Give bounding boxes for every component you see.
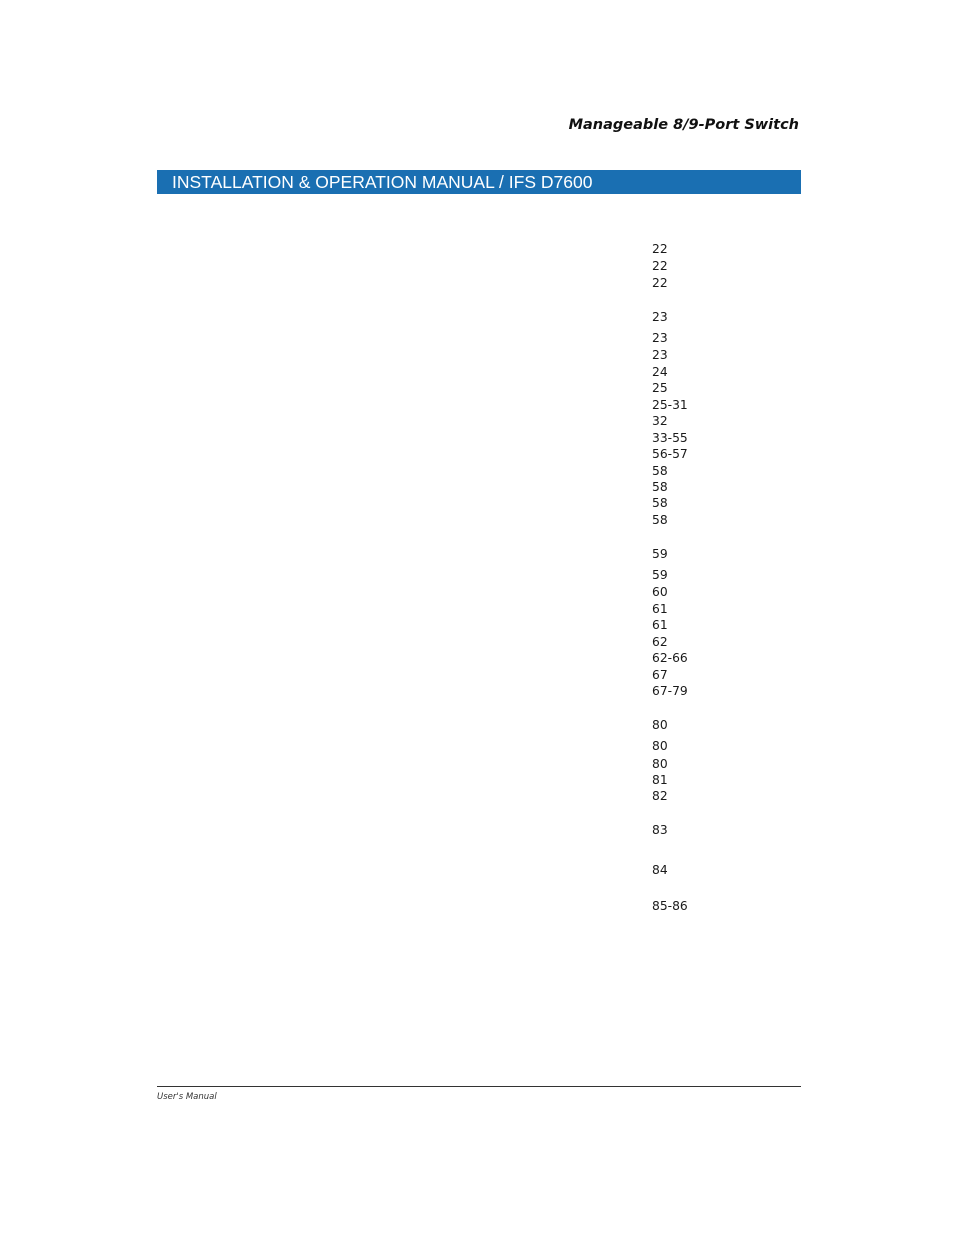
toc-page-number: 59 [652, 568, 668, 582]
toc-page-number: 82 [652, 789, 668, 803]
toc-page-number: 62-66 [652, 651, 688, 665]
toc-page-number: 81 [652, 773, 668, 787]
toc-page-number: 32 [652, 414, 668, 428]
toc-page-number: 23 [652, 331, 668, 345]
toc-page-number: 25-31 [652, 398, 688, 412]
toc-page-number: 80 [652, 718, 668, 732]
toc-page-number: 61 [652, 602, 668, 616]
toc-page-number: 83 [652, 823, 668, 837]
toc-page-number: 85-86 [652, 899, 688, 913]
toc-page-number: 84 [652, 863, 668, 877]
toc-page-number: 22 [652, 259, 668, 273]
toc-page-number: 67-79 [652, 684, 688, 698]
toc-page-number: 58 [652, 480, 668, 494]
toc-page-number: 61 [652, 618, 668, 632]
manual-title: INSTALLATION & OPERATION MANUAL / IFS D7600 [172, 172, 593, 192]
toc-page-number: 80 [652, 757, 668, 771]
footer-label: User's Manual [157, 1092, 217, 1102]
toc-page-number: 24 [652, 365, 668, 379]
toc-page-number: 22 [652, 276, 668, 290]
toc-page-number: 62 [652, 635, 668, 649]
toc-page-number: 60 [652, 585, 668, 599]
toc-page-number: 58 [652, 496, 668, 510]
toc-page-number: 25 [652, 381, 668, 395]
toc-page-number: 67 [652, 668, 668, 682]
toc-page-number: 23 [652, 348, 668, 362]
document-subtitle: Manageable 8/9-Port Switch [568, 117, 799, 133]
toc-page-number: 58 [652, 513, 668, 527]
footer-divider [157, 1086, 801, 1087]
toc-page-number: 58 [652, 464, 668, 478]
toc-page-number: 23 [652, 310, 668, 324]
toc-page-number: 59 [652, 547, 668, 561]
toc-page-number: 56-57 [652, 447, 688, 461]
toc-page-number: 33-55 [652, 431, 688, 445]
toc-page-number: 22 [652, 242, 668, 256]
toc-page-number: 80 [652, 739, 668, 753]
